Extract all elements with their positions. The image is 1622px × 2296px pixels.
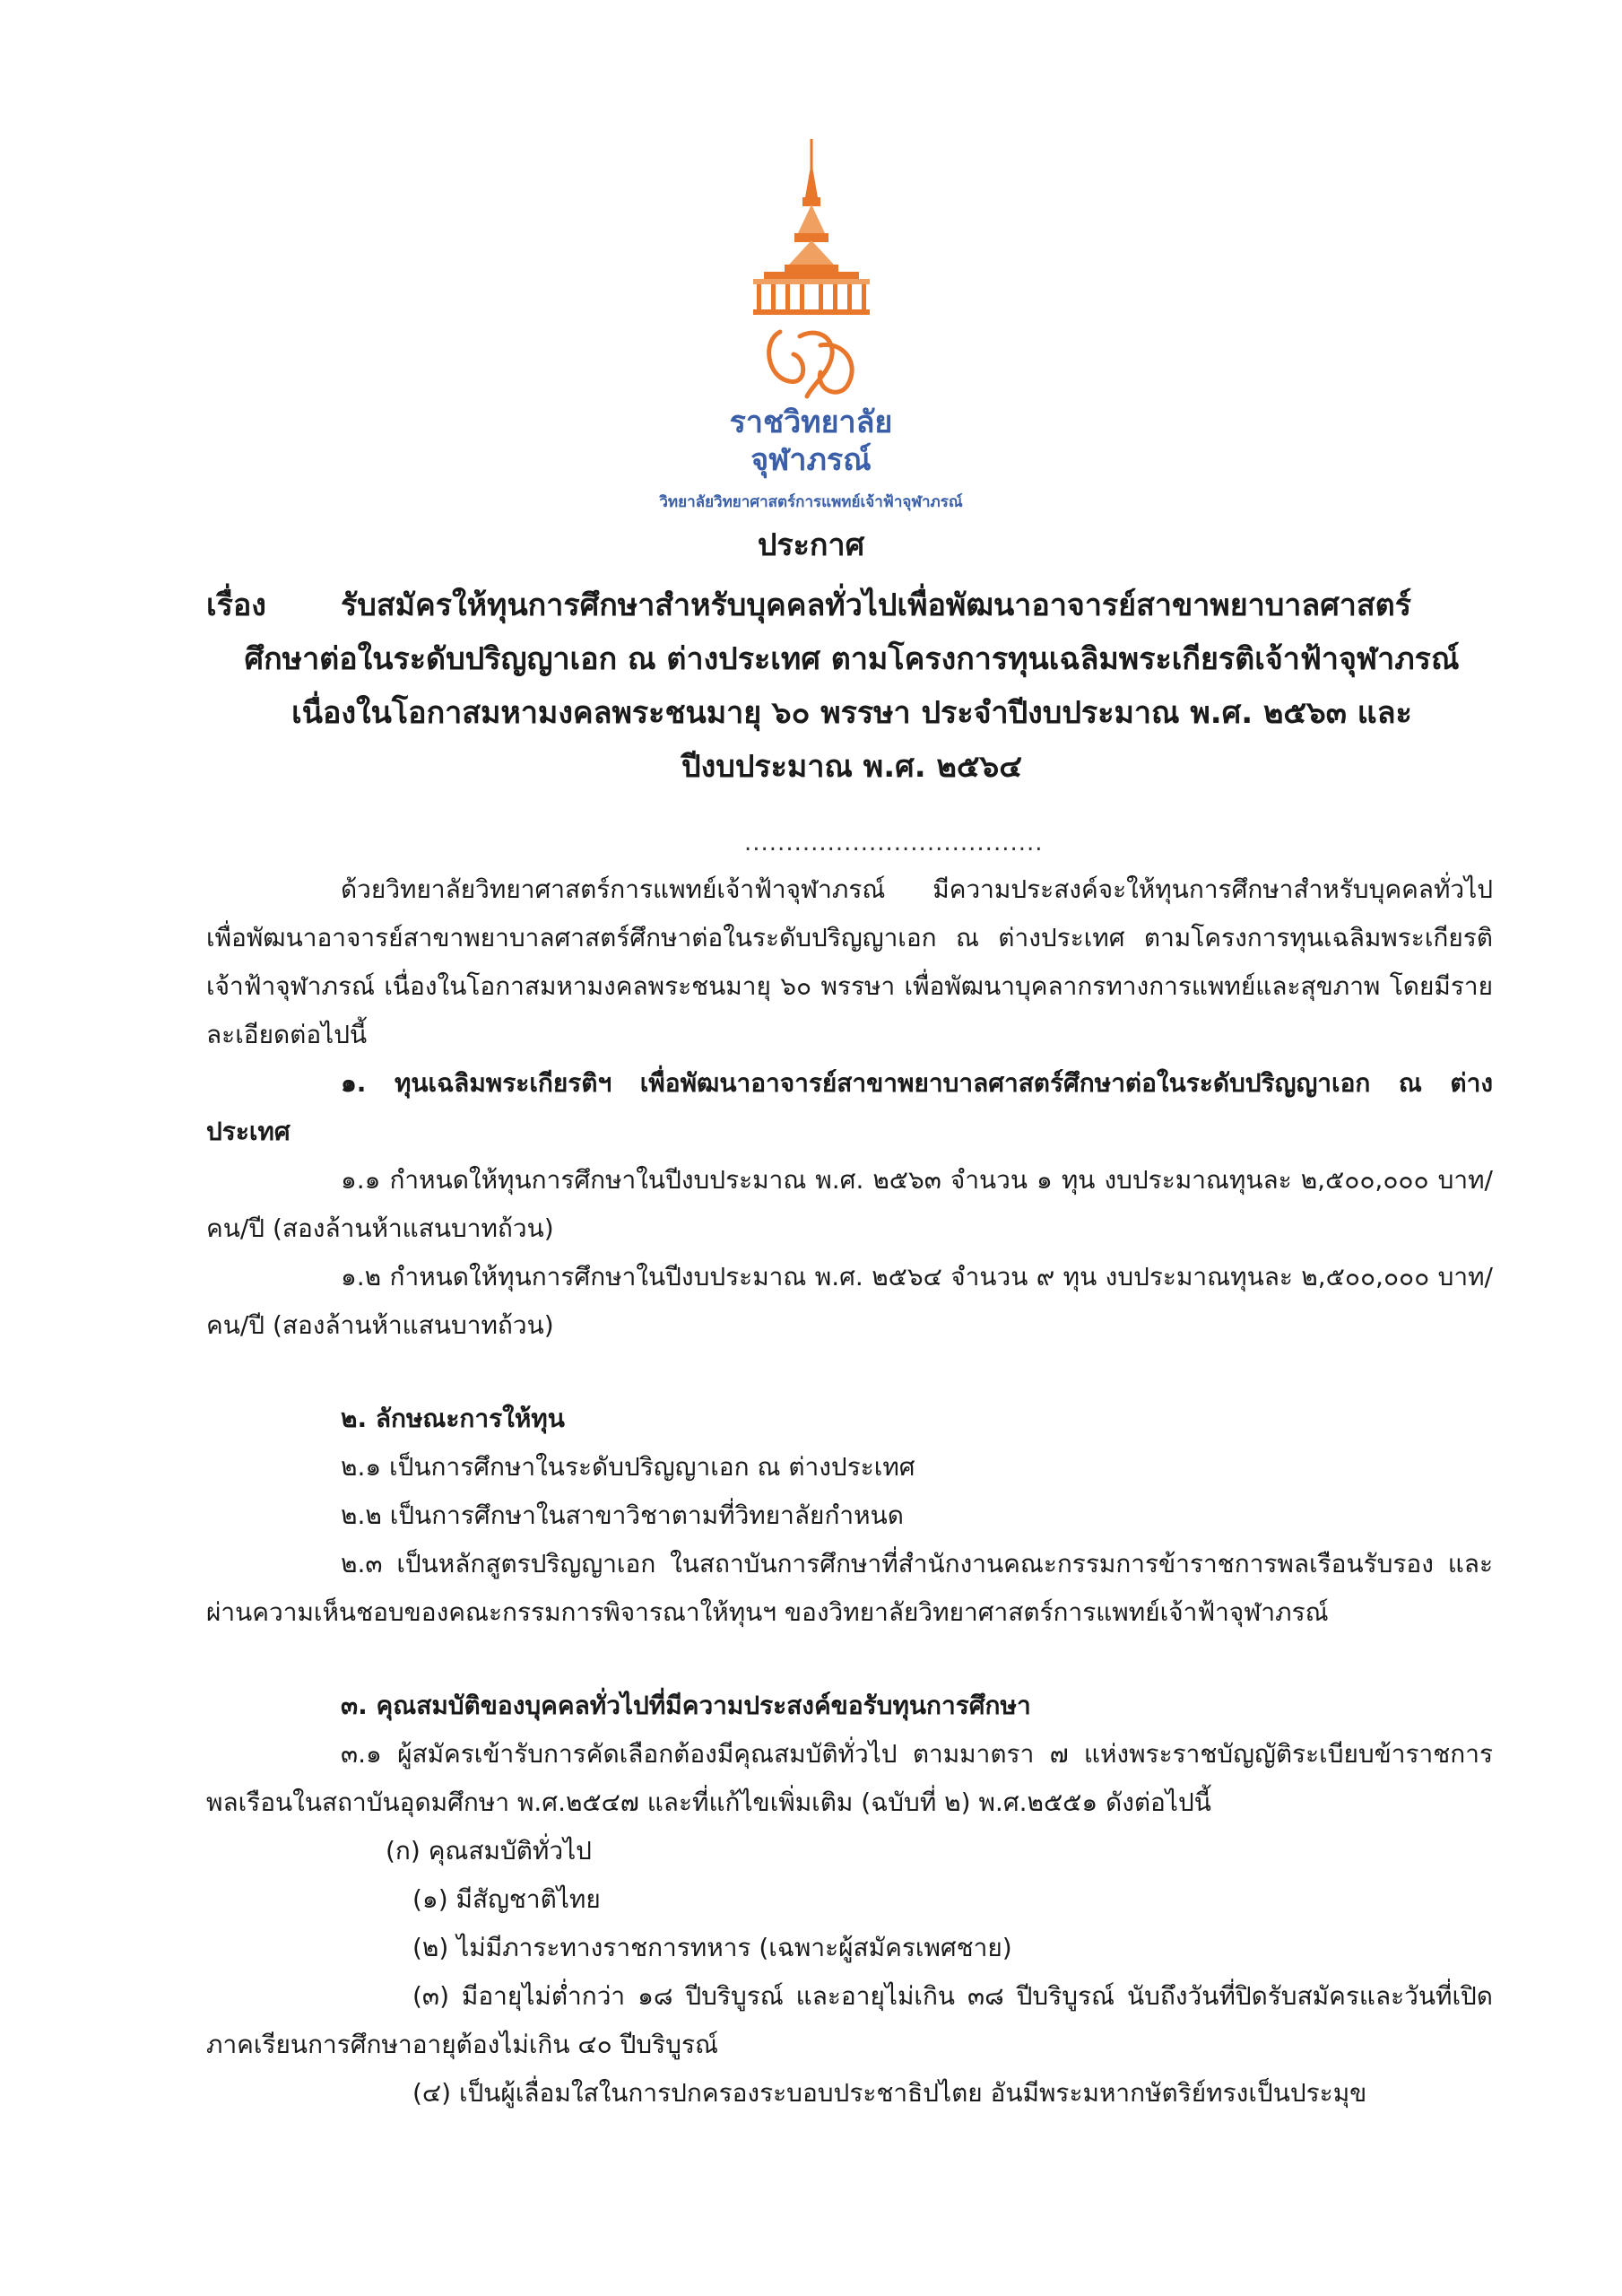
section-2-heading: ๒. ลักษณะการให้ทุน (341, 1404, 565, 1433)
section-3-1: ๓.๑ ผู้สมัครเข้ารับการคัดเลือกต้องมีคุณสมบัติทั่วไป ตามมาตรา ๗ แห่งพระราชบัญญัติระเบียบข้าราชการพลเรือนในสถาบันอุดมศึกษา พ.ศ.๒๕๔๗ และที่แก้ไขเพิ่มเติม (ฉบับที่ ๒) พ.ศ.๒๕๕๑ ดังต่อไปนี้ (206, 1739, 1493, 1817)
qualification-2: (๒) ไม่มีภาระทางราชการทหาร (เฉพาะผู้สมัครเพศชาย) (412, 1933, 1012, 1962)
qualification-1: (๑) มีสัญชาติไทย (412, 1884, 601, 1914)
crown-emblem-icon (744, 135, 879, 404)
section-1-1: ๑.๑ กำหนดให้ทุนการศึกษาในปีงบประมาณ พ.ศ. ๒๕๖๓ จำนวน ๑ ทุน งบประมาณทุนละ ๒,๕๐๐,๐๐๐ บาท/คน/ปี (สองล้านห้าแสนบาทถ้วน) (206, 1165, 1493, 1243)
logo-text-line2: จุฬาภรณ์ (750, 442, 872, 478)
qualification-4: (๔) เป็นผู้เลื่อมใสในการปกครองระบอบประชาธิปไตย อันมีพระมหากษัตริย์ทรงเป็นประมุข (412, 2078, 1367, 2108)
subject-line: รับสมัครให้ทุนการศึกษาสำหรับบุคคลทั่วไปเพื่อพัฒนาอาจารย์สาขาพยาบาลศาสตร์ (341, 587, 1411, 623)
logo-text-line3: วิทยาลัยวิทยาศาสตร์การแพทย์เจ้าฟ้าจุฬาภรณ์ (659, 493, 963, 511)
section-3-1-a: (ก) คุณสมบัติทั่วไป (386, 1836, 592, 1866)
qualification-3: (๓) มีอายุไม่ต่ำกว่า ๑๘ ปีบริบูรณ์ และอายุไม่เกิน ๓๘ ปีบริบูรณ์ นับถึงวันที่ปิดรับสมัครและวันที่เปิดภาคเรียนการศึกษาอายุต้องไม่เกิน ๔๐ ปีบริบูรณ์ (206, 1981, 1493, 2059)
section-2-1: ๒.๑ เป็นการศึกษาในระดับปริญญาเอก ณ ต่างประเทศ (341, 1452, 915, 1482)
subject-line: ศึกษาต่อในระดับปริญญาเอก ณ ต่างประเทศ ตามโครงการทุนเฉลิมพระเกียรติเจ้าฟ้าจุฬาภรณ์ (244, 641, 1460, 677)
subject-line: ปีงบประมาณ พ.ศ. ๒๕๖๔ (681, 749, 1022, 785)
college-logo (0, 135, 1622, 515)
section-1-2: ๑.๒ กำหนดให้ทุนการศึกษาในปีงบประมาณ พ.ศ. ๒๕๖๔ จำนวน ๙ ทุน งบประมาณทุนละ ๒,๕๐๐,๐๐๐ บาท/คน/ปี (สองล้านห้าแสนบาทถ้วน) (206, 1262, 1493, 1340)
announcement-subject (206, 578, 1497, 794)
section-1-heading: ๑. ทุนเฉลิมพระเกียรติฯ เพื่อพัฒนาอาจารย์สาขาพยาบาลศาสตร์ศึกษาต่อในระดับปริญญาเอก ณ ต่างประเทศ (206, 1068, 1493, 1146)
document-body (206, 865, 1493, 2118)
section-2-3: ๒.๓ เป็นหลักสูตรปริญญาเอก ในสถาบันการศึกษาที่สำนักงานคณะกรรมการข้าราชการพลเรือนรับรอง และผ่านความเห็นชอบของคณะกรรมการพิจารณาให้ทุนฯ ของวิทยาลัยวิทยาศาสตร์การแพทย์เจ้าฟ้าจุฬาภรณ์ (206, 1549, 1493, 1627)
section-2-2: ๒.๒ เป็นการศึกษาในสาขาวิชาตามที่วิทยาลัยกำหนด (341, 1500, 904, 1530)
intro-paragraph: ด้วยวิทยาลัยวิทยาศาสตร์การแพทย์เจ้าฟ้าจุฬาภรณ์ มีความประสงค์จะให้ทุนการศึกษาสำหรับบุคคลทั่วไปเพื่อพัฒนาอาจารย์สาขาพยาบาลศาสตร์ศึกษาต่อในระดับปริญญาเอก ณ ต่างประเทศ ตามโครงการทุนเฉลิมพระเกียรติเจ้าฟ้าจุฬาภรณ์ เนื่องในโอกาสมหามงคลพระชนมายุ ๖๐ พรรษา เพื่อพัฒนาบุคลากรทางการแพทย์และสุขภาพ โดยมีรายละเอียดต่อไปนี้ (206, 874, 1493, 1049)
divider: .................................... (744, 830, 1044, 857)
logo-text-line1: ราชวิทยาลัย (729, 404, 893, 440)
subject-line: เนื่องในโอกาสมหามงคลพระชนมายุ ๖๐ พรรษา ประจำปีงบประมาณ พ.ศ. ๒๕๖๓ และ (291, 695, 1412, 731)
subject-label: เรื่อง (206, 587, 266, 623)
announcement-title: ประกาศ (757, 527, 865, 563)
section-3-heading: ๓. คุณสมบัติของบุคคลทั่วไปที่มีความประสงค์ขอรับทุนการศึกษา (341, 1691, 1031, 1720)
